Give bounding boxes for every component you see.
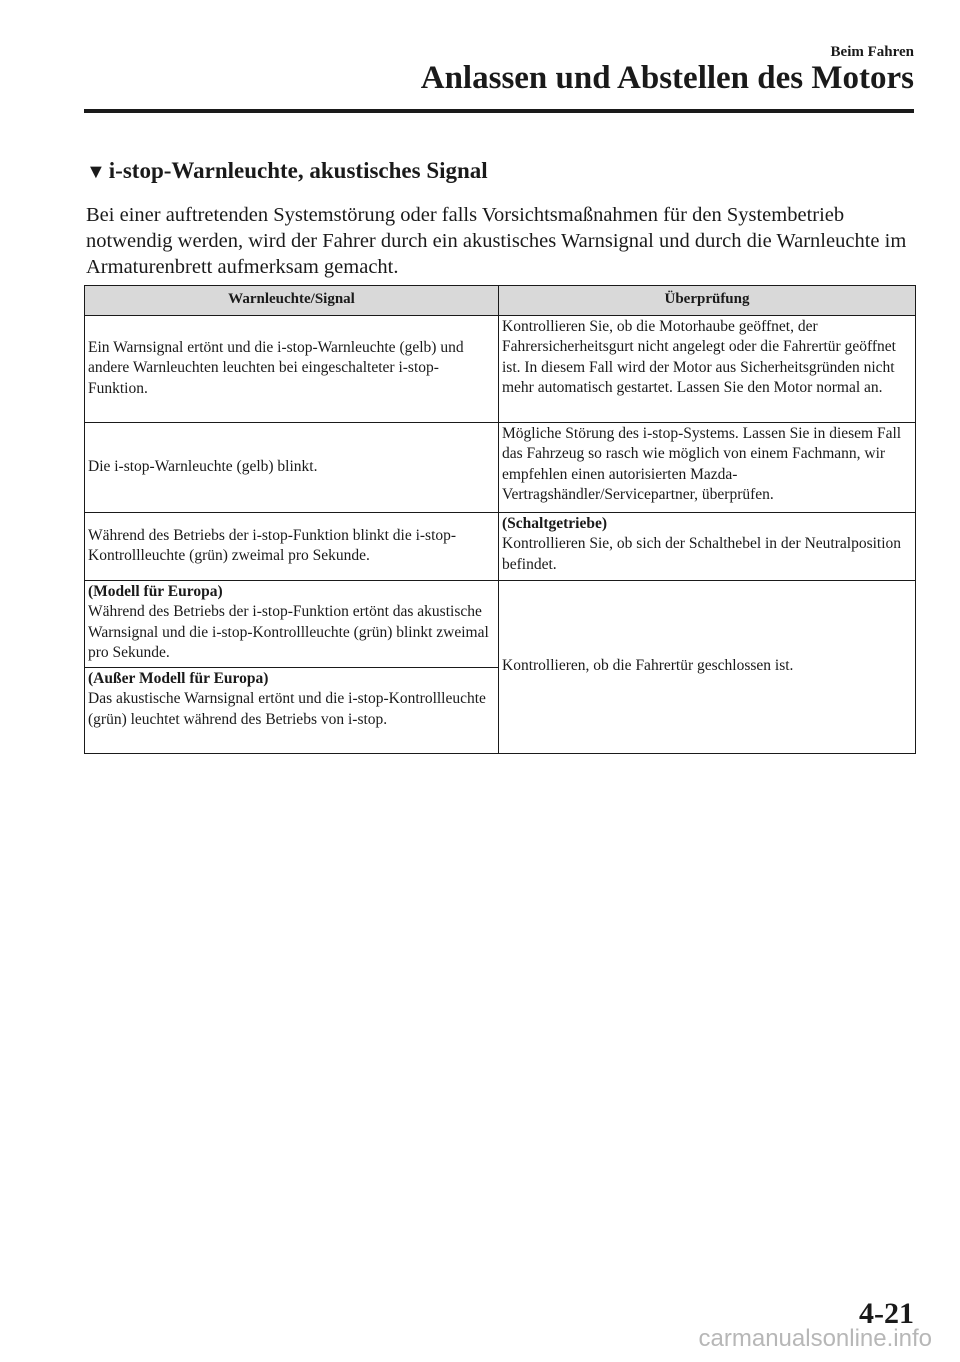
table-row bbox=[85, 580, 916, 667]
watermark: carmanualsonline.info bbox=[698, 1325, 932, 1352]
column-header-check: Überprüfung bbox=[499, 286, 916, 316]
check-cell: Mögliche Störung des i-stop-Systems. Lassen Sie in diesem Fall das Fahrzeug so rasch wie möglich von einem Fachmann, wir empfehlen einen autorisierten Mazda-Vertragshändler/Servicepartner, überprüfen. bbox=[499, 422, 916, 512]
chapter-label: Beim Fahren bbox=[830, 44, 914, 60]
warning-table bbox=[84, 285, 916, 754]
signal-cell: Während des Betriebs der i-stop-Funktion blinkt die i-stop-Kontrollleuchte (grün) zweimal pro Sekunde. bbox=[85, 512, 499, 580]
triangle-down-icon: ▼ bbox=[86, 161, 106, 183]
signal-cell-text: Während des Betriebs der i-stop-Funktion ertönt das akustische Warnsignal und die i-stop-Kontrollleuchte (grün) blinkt zweimal pro Sekunde. bbox=[88, 603, 489, 661]
check-cell: Kontrollieren Sie, ob die Motorhaube geöffnet, der Fahrersicherheitsgurt nicht angelegt oder die Fahrertür geöffnet ist. In diesem Fall wird der Motor aus Sicherheitsgründen nicht mehr automatisch gestartet. Lassen Sie den Motor normal an. bbox=[499, 315, 916, 422]
table-row bbox=[85, 512, 916, 580]
signal-cell bbox=[85, 580, 499, 667]
section-title-text: i-stop-Warnleuchte, akustisches Signal bbox=[108, 158, 488, 183]
intro-paragraph: Bei einer auftretenden Systemstörung oder falls Vorsichtsmaßnahmen für den Systembetrieb notwendig werden, wird der Fahrer durch ein akustisches Warnsignal und durch die Warnleuchte im Armaturenbrett aufmerksam gemacht. bbox=[86, 204, 907, 278]
signal-cell-heading: (Modell für Europa) bbox=[88, 582, 223, 600]
header-rule bbox=[84, 109, 914, 113]
check-cell-text: Kontrollieren Sie, ob sich der Schalthebel in der Neutralposition befindet. bbox=[502, 535, 902, 573]
signal-cell bbox=[85, 667, 499, 753]
check-cell: Kontrollieren, ob die Fahrertür geschlossen ist. bbox=[499, 580, 916, 753]
signal-cell: Ein Warnsignal ertönt und die i-stop-Warnleuchte (gelb) und andere Warnleuchten leuchten bei eingeschalteter i-stop-Funktion. bbox=[85, 315, 499, 422]
column-header-signal: Warnleuchte/Signal bbox=[85, 286, 499, 316]
signal-cell: Die i-stop-Warnleuchte (gelb) blinkt. bbox=[85, 422, 499, 512]
table-row bbox=[85, 422, 916, 512]
page-title: Anlassen und Abstellen des Motors bbox=[420, 60, 914, 96]
table-row bbox=[85, 315, 916, 422]
check-cell-heading: (Schaltgetriebe) bbox=[502, 514, 608, 532]
section-heading bbox=[86, 158, 488, 184]
signal-cell-text: Das akustische Warnsignal ertönt und die i-stop-Kontrollleuchte (grün) leuchtet während des Betriebs von i-stop. bbox=[88, 690, 486, 728]
signal-cell-heading: (Außer Modell für Europa) bbox=[88, 669, 269, 687]
check-cell bbox=[499, 512, 916, 580]
page-number: 4-21 bbox=[859, 1297, 914, 1330]
table-header-row bbox=[85, 286, 916, 316]
